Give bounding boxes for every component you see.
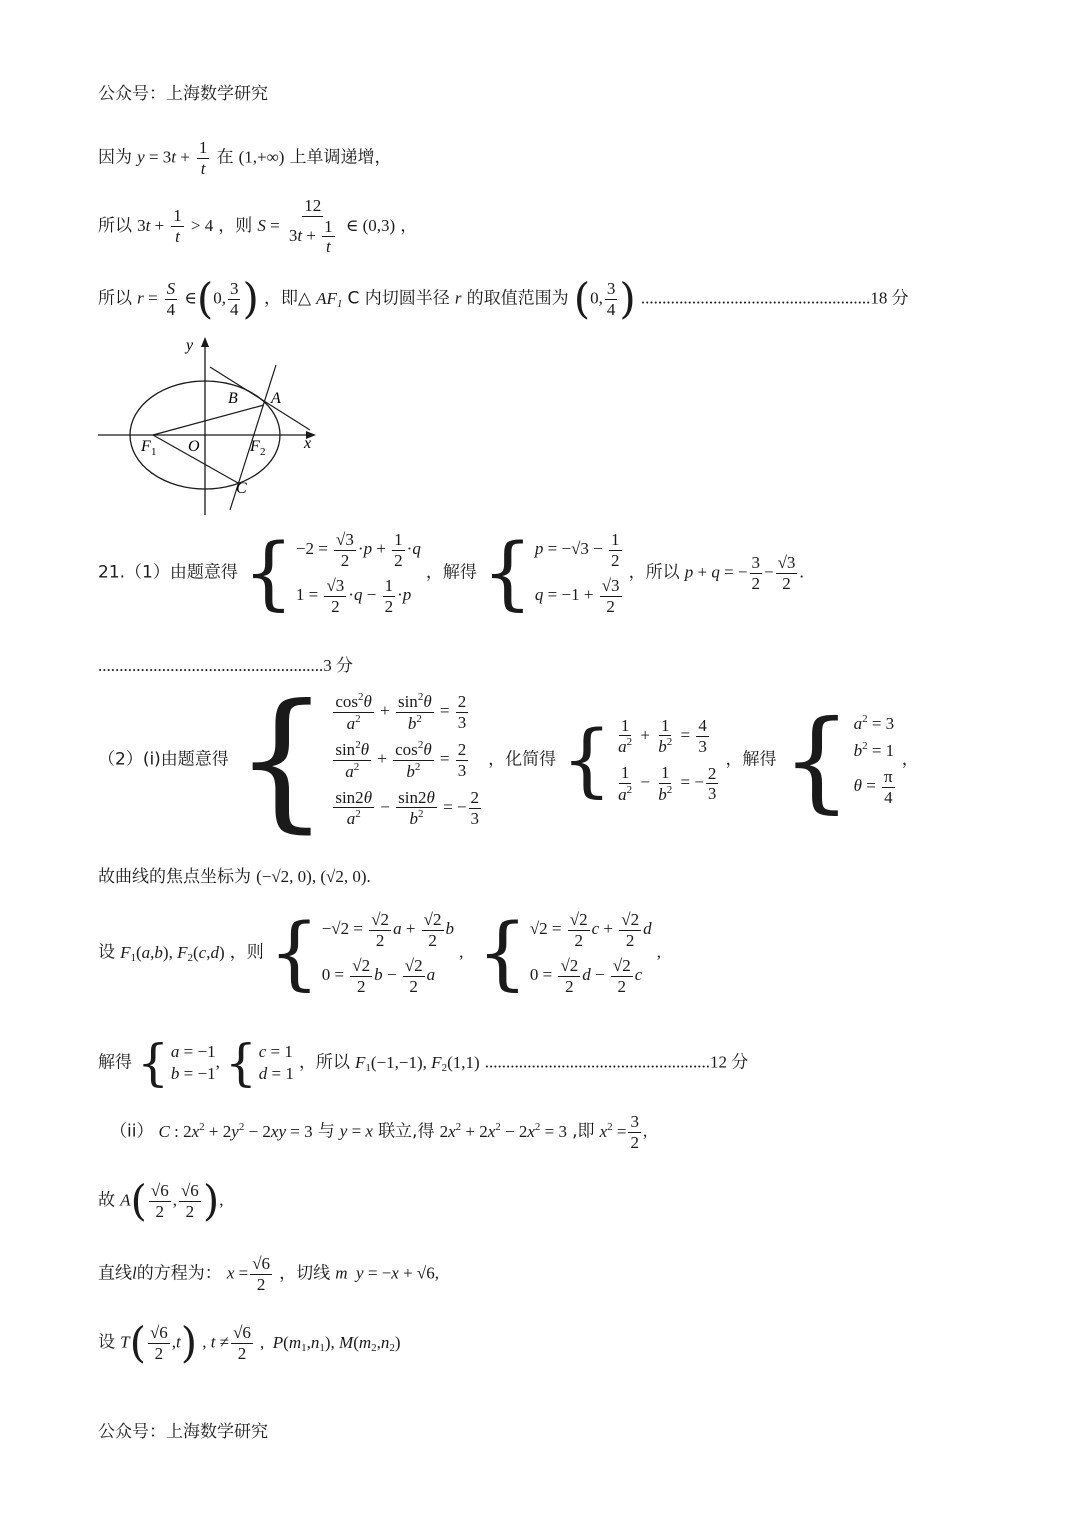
q21-part2-i: （2）(i)由题意得 { $\frac{\cos^2\theta}{a^2}$ + $\frac{\sin^2\theta}{b^2}$ = $\frac{2}{3}$ $\frac{\sin^2\theta}{a^2}$ + $\frac{\cos^2\theta}{b^2}$ = $\frac{2}{3}$ $\frac{\sin 2\theta}{a^2}$ − $\frac{\sin 2\theta}{b^2}$ = − $\frac{2}{3}$ ，化简得 { $\frac{1}{a^2}$ + $\frac{1}{b^2}$ = $\frac{4}{3}$ $\frac{1}{a^2}$ − $\frac{1}{b^2}$ = − $\frac{2}{3}$ ，解得 { $a^2 = 3$ $b^2 = 1$ θ = $\frac{\pi}{4}$ ， <box>98 673 919 847</box>
line-foci: 故曲线的焦点坐标为 (−√2, 0), (√2, 0). <box>98 867 371 887</box>
fig-label-f1: F <box>141 438 151 455</box>
fig-label-c: C <box>236 480 247 497</box>
part2-ii: （ii） C : $2x^2 + 2y^2 - 2xy = 3$ 与 y = x 联立,得 $2x^2 + 2x^2 - 2x^2 = 3$ ,即 $x^2$ = $\frac{3}{2}$ , <box>110 1112 648 1152</box>
fig-label-x: x <box>304 435 312 452</box>
line-inradius-range: 所以 r = $\frac{S}{4}$ ∈(0, $\frac{3}{4}$ ) ，即△ $AF_1$ C 内切圆半径 r 的取值范围为 (0, $\frac{3}{4}$ ) ......................................................18 分 <box>98 274 909 323</box>
fig-label-f1-sub: 1 <box>151 446 157 458</box>
fig-label-o: O <box>188 438 200 455</box>
q21-part1-score: .....................................................3 分 <box>98 656 353 675</box>
q21-part1: 21.（1）由题意得 { −2 = $\frac{√3}{2}$ ·p + $\frac{1}{2}$ ·q 1 = $\frac{√3}{2}$ ·q − $\frac{1}{2}$ ·p ，解得 { p = −√3 − $\frac{1}{2}$ q = −1 + $\frac{√3}{2}$ ，所以 p + q = − $\frac{3}{2}$ − $\frac{√3}{2}$ . <box>98 526 804 620</box>
fig-label-b: B <box>228 390 238 407</box>
line-set-foci: 设 $F_1(a,b)$, $F_2(c,d)$ ，则 { −√2 = $\frac{√2}{2}$ a + $\frac{√2}{2}$ b 0 = $\frac{√2}{2}$ b − $\frac{√2}{2}$ a , { √2 = $\frac{√2}{2}$ c + $\frac{√2}{2}$ d 0 = $\frac{√2}{2}$ d − $\frac{√2}{2}$ c , <box>98 906 661 1000</box>
line-set-t: 设 T( $\frac{√6}{2}$ ,t) , t ≠ $\frac{√6}{2}$ , $P(m_1,n_1)$, $M(m_2,n_2)$ <box>98 1318 401 1367</box>
line-area-range: 所以 3t + $\frac{1}{t}$ > 4 ，则 S = 12 3t + $\frac{1}{t}$ ∈ (0,3) ， <box>98 196 418 257</box>
fig-label-f2-sub: 2 <box>260 446 266 458</box>
fig-label-f2: F <box>250 438 260 455</box>
line-l-equation: 直线l的方程为： x = $\frac{√6}{2}$ ，切线 m y = −x + √6, <box>98 1254 439 1294</box>
line-monotonic: 因为 y = 3t + $\frac{1}{t}$ 在 (1,+∞) 上单调递增， <box>98 138 392 178</box>
fig-label-a: A <box>271 390 281 407</box>
page-footer: 公众号：上海数学研究 <box>98 1422 268 1442</box>
page-header: 公众号：上海数学研究 <box>98 84 268 104</box>
line-solve-foci: 解得 { a = −1 b = −1 , { c = 1 d = 1 ，所以 $F_1(-1,-1)$, $F_2(1,1)$ .....................................................12 分 <box>98 1034 749 1092</box>
ellipse-figure <box>98 335 323 520</box>
fig-label-y: y <box>186 337 194 354</box>
line-point-a: 故 A( $\frac{√6}{2}$ , $\frac{√6}{2}$ ), <box>98 1176 224 1225</box>
